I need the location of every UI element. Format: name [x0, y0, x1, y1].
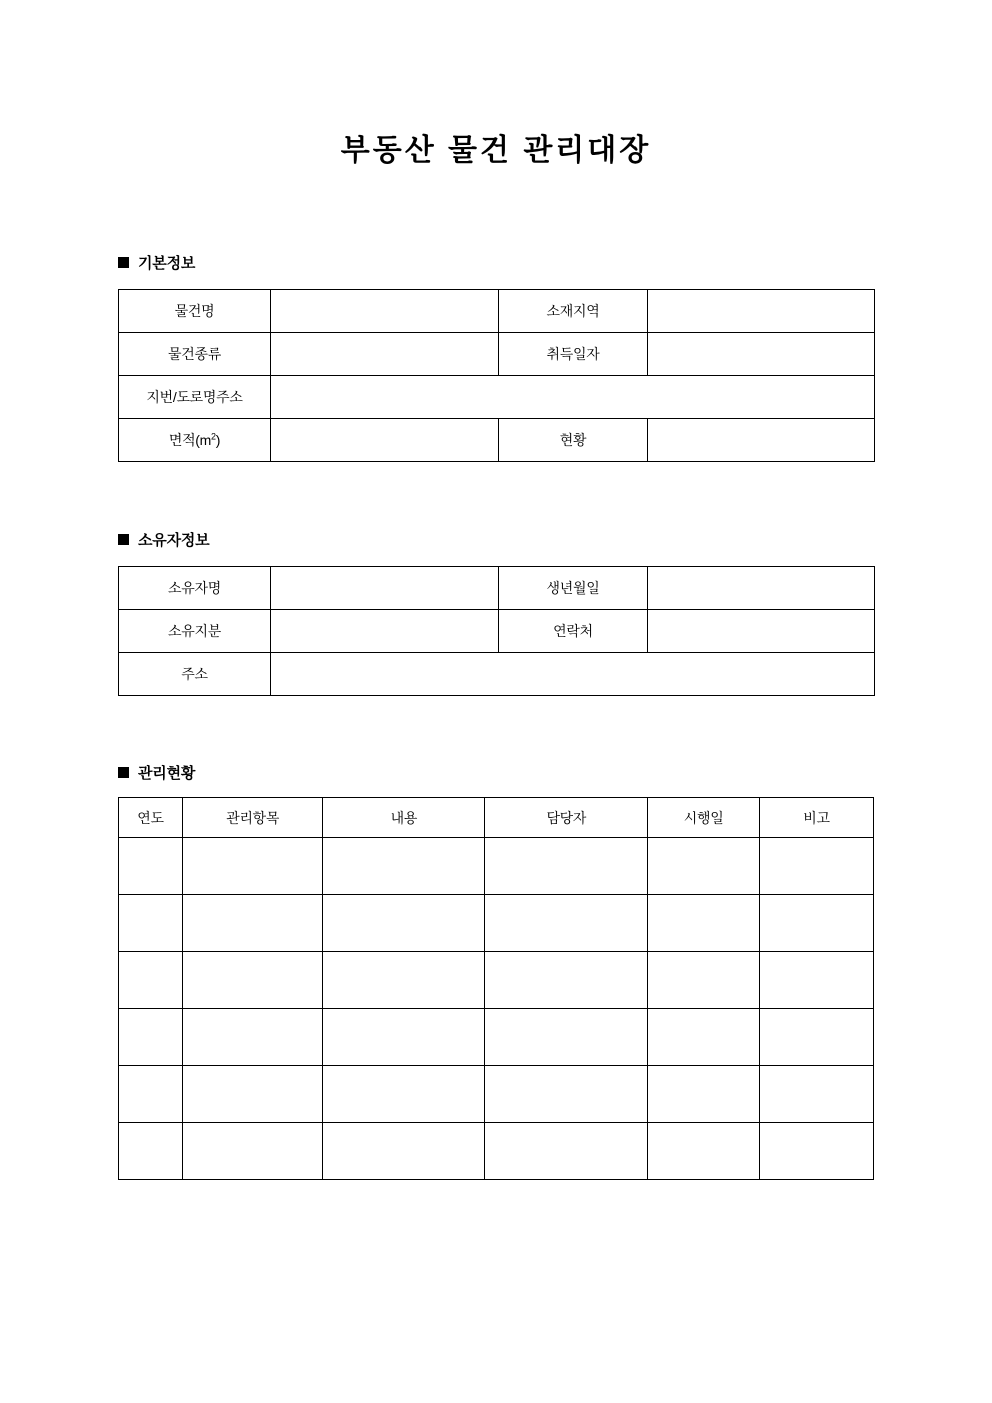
cell-content[interactable] — [323, 1009, 485, 1066]
filled-square-bullet-icon — [118, 767, 129, 778]
cell-manager[interactable] — [485, 1009, 648, 1066]
section-heading-basic-label: 기본정보 — [138, 255, 196, 272]
label-cell-area — [119, 419, 271, 462]
cell-content[interactable] — [323, 838, 485, 895]
cell-item[interactable] — [182, 1123, 323, 1180]
management-status-table — [118, 797, 874, 1180]
section-heading-owner-label: 소유자정보 — [138, 532, 210, 549]
basic-info-table — [118, 289, 875, 462]
table-header-row — [119, 798, 874, 838]
label-cell-property-name: 물건명 — [119, 290, 271, 333]
label-cell-owner-name: 소유자명 — [119, 567, 271, 610]
column-header-item: 관리항목 — [182, 798, 323, 838]
table-row — [119, 419, 875, 462]
cell-remarks[interactable] — [760, 1123, 874, 1180]
cell-item[interactable] — [182, 1009, 323, 1066]
cell-remarks[interactable] — [760, 1066, 874, 1123]
cell-manager[interactable] — [485, 838, 648, 895]
section-heading-management-label: 관리현황 — [138, 765, 196, 782]
table-row — [119, 290, 875, 333]
table-row — [119, 1066, 874, 1123]
column-header-content: 내용 — [323, 798, 485, 838]
value-cell-area[interactable] — [271, 419, 499, 462]
label-cell-ownership-share: 소유지분 — [119, 610, 271, 653]
label-cell-birth-date: 생년월일 — [499, 567, 648, 610]
column-header-date: 시행일 — [648, 798, 760, 838]
table-row — [119, 653, 875, 696]
label-cell-owner-address: 주소 — [119, 653, 271, 696]
value-cell-current-status[interactable] — [648, 419, 875, 462]
table-row — [119, 1123, 874, 1180]
value-cell-property-type[interactable] — [271, 333, 499, 376]
value-cell-ownership-share[interactable] — [271, 610, 499, 653]
cell-content[interactable] — [323, 895, 485, 952]
label-cell-location-area: 소재지역 — [499, 290, 648, 333]
cell-date[interactable] — [648, 838, 760, 895]
cell-date[interactable] — [648, 1123, 760, 1180]
section-heading-owner — [118, 529, 209, 550]
filled-square-bullet-icon — [118, 257, 129, 268]
value-cell-property-name[interactable] — [271, 290, 499, 333]
cell-item[interactable] — [182, 895, 323, 952]
cell-year[interactable] — [119, 1009, 183, 1066]
cell-manager[interactable] — [485, 952, 648, 1009]
owner-info-table — [118, 566, 875, 696]
section-heading-management — [118, 762, 195, 783]
label-cell-address: 지번/도로명주소 — [119, 376, 271, 419]
table-row — [119, 376, 875, 419]
cell-date[interactable] — [648, 1009, 760, 1066]
cell-year[interactable] — [119, 895, 183, 952]
label-cell-acquisition-date: 취득일자 — [499, 333, 648, 376]
cell-date[interactable] — [648, 895, 760, 952]
cell-item[interactable] — [182, 838, 323, 895]
table-row — [119, 838, 874, 895]
cell-year[interactable] — [119, 1066, 183, 1123]
cell-manager[interactable] — [485, 1123, 648, 1180]
column-header-year: 연도 — [119, 798, 183, 838]
table-row — [119, 1009, 874, 1066]
label-cell-contact: 연락처 — [499, 610, 648, 653]
table-row — [119, 895, 874, 952]
table-row — [119, 952, 874, 1009]
label-area-text: 면적(m — [168, 432, 212, 448]
cell-content[interactable] — [323, 1123, 485, 1180]
cell-remarks[interactable] — [760, 838, 874, 895]
column-header-remarks: 비고 — [760, 798, 874, 838]
value-cell-location-area[interactable] — [648, 290, 875, 333]
value-cell-birth-date[interactable] — [648, 567, 875, 610]
value-cell-owner-address[interactable] — [271, 653, 875, 696]
value-cell-address[interactable] — [271, 376, 875, 419]
label-area-tail: ) — [215, 432, 221, 448]
label-cell-current-status: 현황 — [499, 419, 648, 462]
cell-item[interactable] — [182, 1066, 323, 1123]
filled-square-bullet-icon — [118, 534, 129, 545]
cell-remarks[interactable] — [760, 952, 874, 1009]
label-area-superscript: 2 — [211, 431, 216, 442]
cell-date[interactable] — [648, 952, 760, 1009]
column-header-manager: 담당자 — [485, 798, 648, 838]
label-cell-property-type: 물건종류 — [119, 333, 271, 376]
table-row — [119, 333, 875, 376]
section-heading-basic — [118, 252, 195, 273]
cell-date[interactable] — [648, 1066, 760, 1123]
table-row — [119, 567, 875, 610]
cell-content[interactable] — [323, 1066, 485, 1123]
cell-remarks[interactable] — [760, 1009, 874, 1066]
cell-year[interactable] — [119, 838, 183, 895]
value-cell-acquisition-date[interactable] — [648, 333, 875, 376]
cell-item[interactable] — [182, 952, 323, 1009]
value-cell-contact[interactable] — [648, 610, 875, 653]
cell-manager[interactable] — [485, 895, 648, 952]
cell-content[interactable] — [323, 952, 485, 1009]
cell-year[interactable] — [119, 1123, 183, 1180]
cell-year[interactable] — [119, 952, 183, 1009]
cell-manager[interactable] — [485, 1066, 648, 1123]
cell-remarks[interactable] — [760, 895, 874, 952]
page-title: 부동산 물건 관리대장 — [340, 134, 652, 167]
table-row — [119, 610, 875, 653]
value-cell-owner-name[interactable] — [271, 567, 499, 610]
